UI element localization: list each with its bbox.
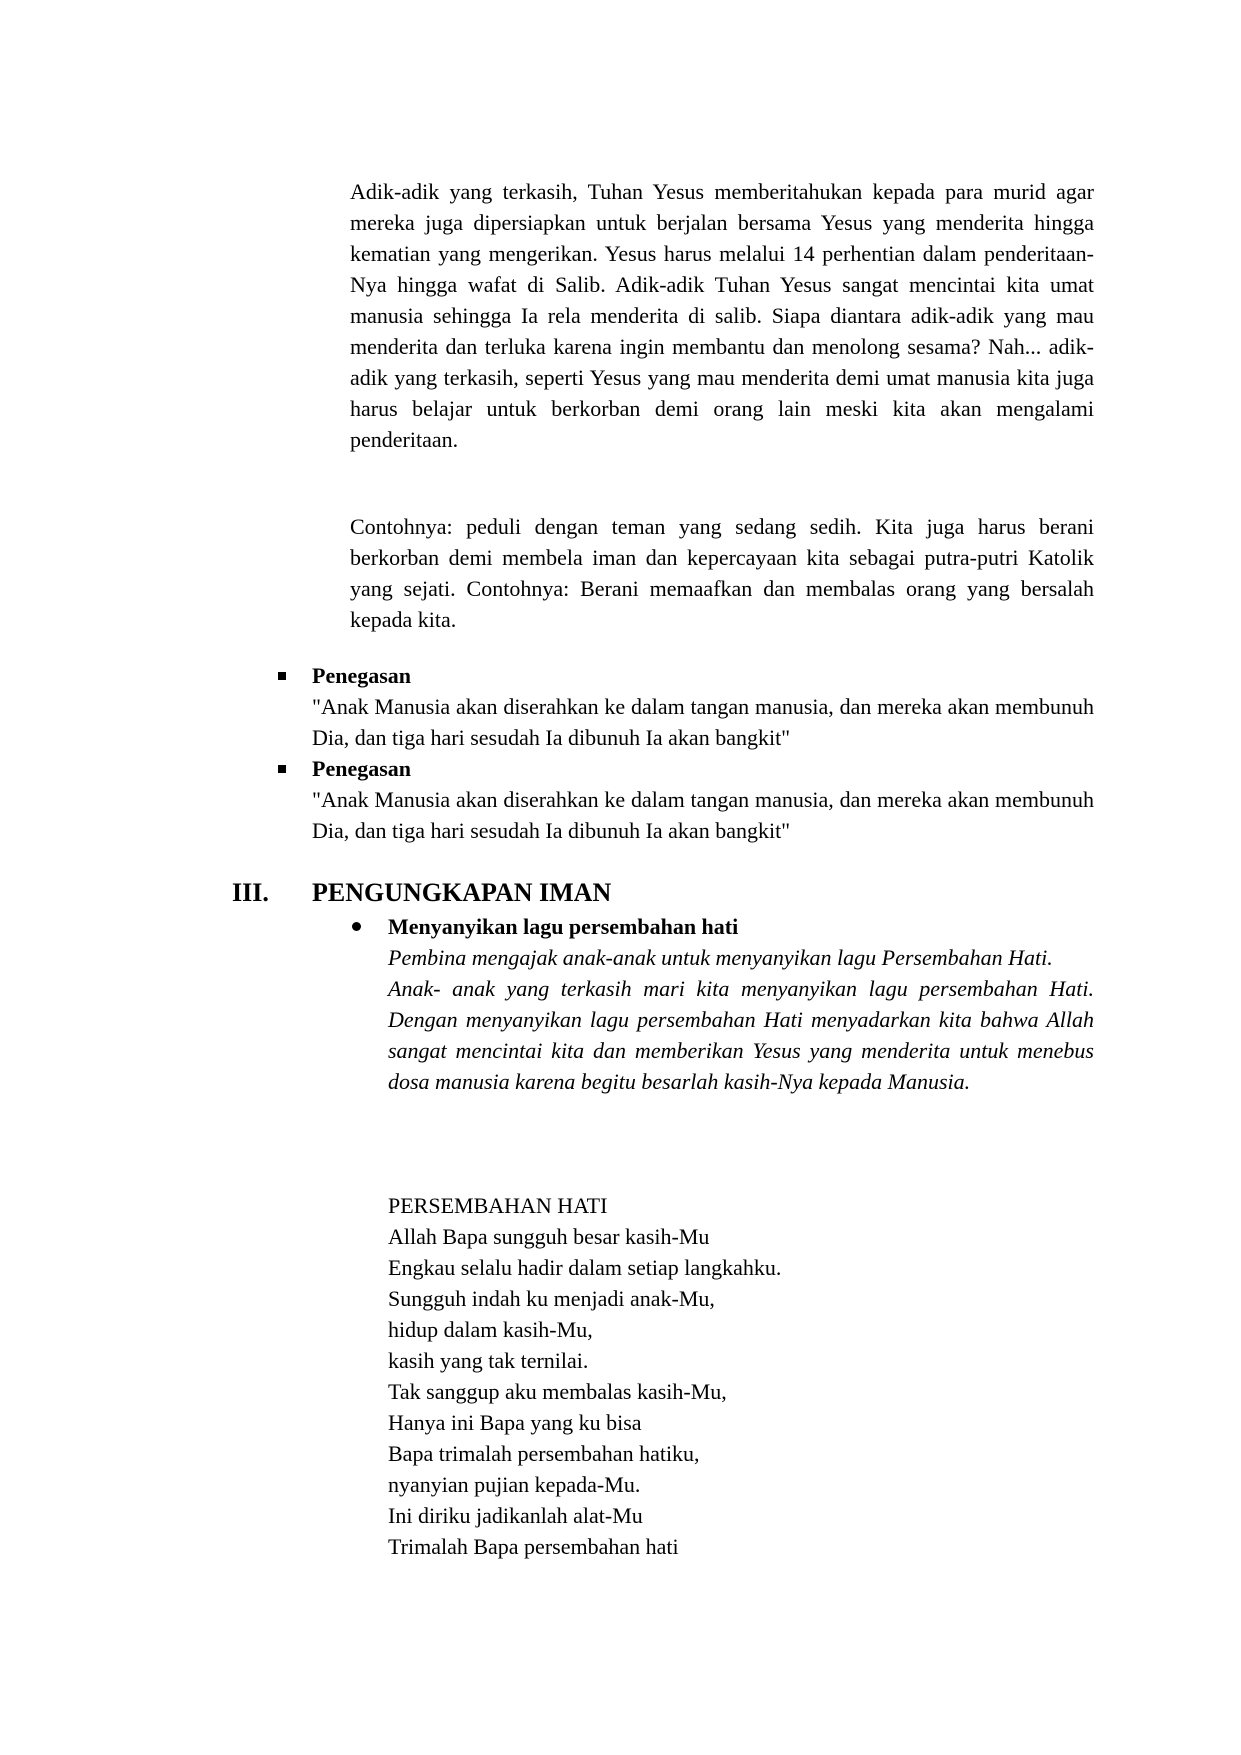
section-title: PENGUNGKAPAN IMAN — [312, 878, 612, 907]
square-bullet-icon — [278, 765, 286, 773]
penegasan-text: "Anak Manusia akan diserahkan ke dalam tangan manusia, dan mereka akan membunuh Dia, dan tiga hari sesudah Ia dibunuh Ia akan bangkit" — [312, 694, 1094, 750]
song-line: nyanyian pujian kepada-Mu. — [388, 1472, 641, 1497]
song-line: Hanya ini Bapa yang ku bisa — [388, 1410, 642, 1435]
penegasan-item-1 — [274, 660, 1094, 753]
song-line: Sungguh indah ku menjadi anak-Mu, — [388, 1286, 715, 1311]
penegasan-title: Penegasan — [312, 663, 411, 688]
penegasan-text: "Anak Manusia akan diserahkan ke dalam tangan manusia, dan mereka akan membunuh Dia, dan tiga hari sesudah Ia dibunuh Ia akan bangkit" — [312, 787, 1094, 843]
song-lyrics — [388, 1190, 781, 1562]
activity-title: Menyanyikan lagu persembahan hati — [388, 914, 739, 939]
song-title: PERSEMBAHAN HATI — [388, 1193, 608, 1218]
song-line: Tak sanggup aku membalas kasih-Mu, — [388, 1379, 727, 1404]
song-line: Trimalah Bapa persembahan hati — [388, 1534, 679, 1559]
song-line: kasih yang tak ternilai. — [388, 1348, 589, 1373]
song-line: hidup dalam kasih-Mu, — [388, 1317, 593, 1342]
body-paragraph-2: Contohnya: peduli dengan teman yang sedang sedih. Kita juga harus berani berkorban demi membela iman dan kepercayaan kita sebagai putra-putri Katolik yang sejati. Contohnya: Berani memaafkan dan membalas orang yang bersalah kepada kita. — [350, 514, 1094, 632]
penegasan-item-2 — [274, 753, 1094, 846]
activity-item — [388, 911, 1094, 1097]
song-line: Bapa trimalah persembahan hatiku, — [388, 1441, 700, 1466]
activity-instruction: Pembina mengajak anak-anak untuk menyanyikan lagu Persembahan Hati. — [388, 945, 1053, 970]
activity-explanation: Anak- anak yang terkasih mari kita menyanyikan lagu persembahan Hati. Dengan menyanyikan lagu persembahan Hati menyadarkan kita bahwa Allah sangat mencintai kita dan memberikan Yesus yang menderita untuk menebus dosa manusia karena begitu besarlah kasih-Nya kepada Manusia. — [388, 976, 1094, 1094]
section-number: III. — [232, 878, 269, 907]
song-line: Engkau selalu hadir dalam setiap langkahku. — [388, 1255, 782, 1280]
square-bullet-icon — [278, 672, 286, 680]
song-line: Ini diriku jadikanlah alat-Mu — [388, 1503, 643, 1528]
round-bullet-icon — [352, 922, 361, 931]
body-paragraph-1: Adik-adik yang terkasih, Tuhan Yesus memberitahukan kepada para murid agar mereka juga dipersiapkan untuk berjalan bersama Yesus yang menderita hingga kematian yang mengerikan. Yesus harus melalui 14 perhentian dalam penderitaan-Nya hingga wafat di Salib. Adik-adik Tuhan Yesus sangat mencintai kita umat manusia sehingga Ia rela menderita di salib. Siapa diantara adik-adik yang mau menderita dan terluka karena ingin membantu dan menolong sesama? Nah... adik-adik yang terkasih, seperti Yesus yang mau menderita demi umat manusia kita juga harus belajar untuk berkorban demi orang lain meski kita akan mengalami penderitaan. — [350, 179, 1094, 452]
song-line: Allah Bapa sungguh besar kasih-Mu — [388, 1224, 710, 1249]
penegasan-title: Penegasan — [312, 756, 411, 781]
